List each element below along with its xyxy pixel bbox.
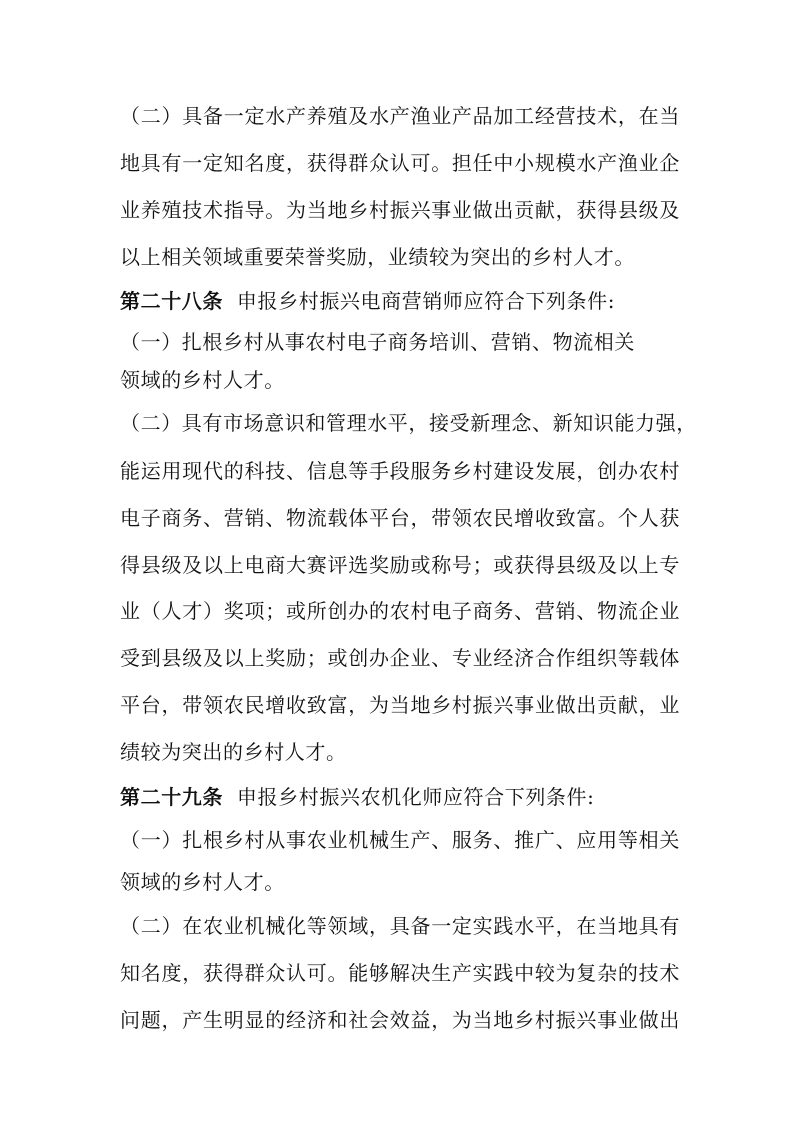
paragraph-line: （一）扎根乡村从事农村电子商务培训、营销、物流相关 [120,330,635,354]
paragraph-line: 以上相关领域重要荣誉奖励，业绩较为突出的乡村人才。 [120,245,635,269]
paragraph-line: 知名度，获得群众认可。能够解决生产实践中较为复杂的技术 [120,961,680,985]
article-title: 申报乡村振兴电商营销师应符合下列条件: [236,289,616,313]
paragraph-line: 平台，带领农民增收致富，为当地乡村振兴事业做出贡献，业 [120,693,680,717]
paragraph-line: 得县级及以上电商大赛评选奖励或称号；或获得县级及以上专 [120,553,680,577]
paragraph-line: （二）在农业机械化等领域，具备一定实践水平，在当地具有 [120,914,680,938]
article-title: 申报乡村振兴农机化师应符合下列条件: [236,785,595,809]
paragraph-line: 业（人才）奖项；或所创办的农村电子商务、营销、物流企业 [120,599,680,623]
paragraph-line: 领域的乡村人才。 [120,368,285,392]
paragraph-line: 问题，产生明显的经济和社会效益，为当地乡村振兴事业做出 [120,1008,680,1032]
paragraph-line: （一）扎根乡村从事农业机械生产、服务、推广、应用等相关 [120,828,680,852]
article-number: 第二十九条 [120,785,223,809]
paragraph-line: 绩较为突出的乡村人才。 [120,740,347,764]
article-28-heading [120,288,680,314]
paragraph-line: 电子商务、营销、物流载体平台，带领农民增收致富。个人获 [120,506,680,530]
paragraph-line: （二）具备一定水产养殖及水产渔业产品加工经营技术，在当 [120,104,680,128]
paragraph-line: 地具有一定知名度，获得群众认可。担任中小规模水产渔业企 [120,151,680,175]
paragraph-line: （二）具有市场意识和管理水平，接受新理念、新知识能力强， [120,411,697,435]
paragraph-line: 领域的乡村人才。 [120,870,285,894]
article-number: 第二十八条 [120,289,223,313]
paragraph-line: 业养殖技术指导。为当地乡村振兴事业做出贡献，获得县级及 [120,198,680,222]
paragraph-line: 受到县级及以上奖励；或创办企业、专业经济合作组织等载体 [120,646,680,670]
article-29-heading [120,784,680,810]
paragraph-line: 能运用现代的科技、信息等手段服务乡村建设发展，创办农村 [120,459,680,483]
